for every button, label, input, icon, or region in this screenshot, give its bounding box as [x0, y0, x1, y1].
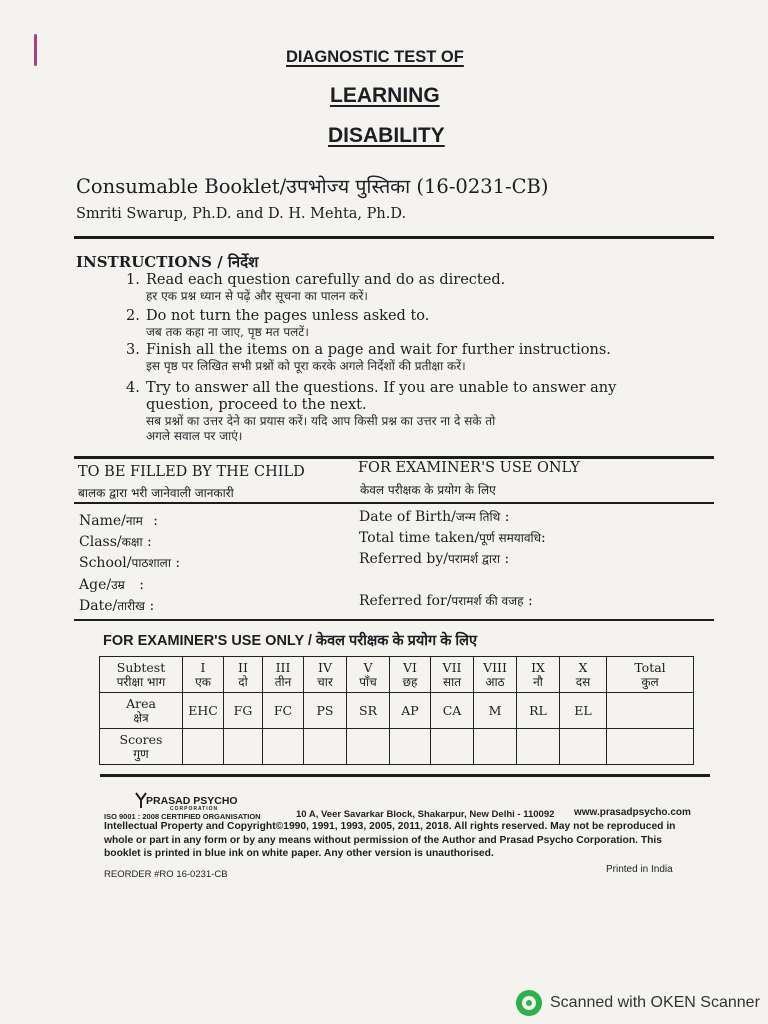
field-label-hindi: पाठशाला — [131, 556, 171, 570]
instruction-item-4 — [126, 380, 616, 444]
instruction-text: Do not turn the pages unless asked to. — [146, 308, 430, 324]
score-cell[interactable] — [304, 729, 347, 765]
col-roman: III — [275, 659, 291, 675]
table-row-subtest — [100, 657, 694, 693]
instruction-item-3 — [126, 342, 611, 374]
scores-heading: FOR EXAMINER'S USE ONLY / केवल परीक्षक के प्रयोग के लिए — [103, 633, 478, 649]
field-separator: : — [541, 530, 546, 546]
field-label: Age — [79, 577, 107, 593]
instruction-hindi: हर एक प्रश्न ध्यान से पढ़ें और सूचना का पालन करें। — [146, 289, 368, 303]
dob-field[interactable]: Date of Birth/जन्म तिथि : — [359, 509, 510, 525]
instruction-hindi: इस पृष्ठ पर लिखित सभी प्रश्नों को पूरा करके अगले निर्देशों की प्रतीक्षा करें। — [146, 359, 466, 373]
field-label-hindi: तारीख — [117, 599, 145, 613]
address-text: 10 A, Veer Savarkar Block, Shakarpur, New Delhi - 110092 — [296, 809, 555, 820]
col-roman: II — [238, 659, 248, 675]
score-cell-total[interactable] — [607, 729, 694, 765]
total-time-field[interactable]: Total time taken/पूर्ण समयावधि: — [359, 530, 546, 546]
class-field[interactable]: Class/कक्षा : — [79, 534, 152, 550]
instruction-num: 3. — [126, 342, 140, 358]
col-total-en: Total — [634, 659, 666, 675]
field-label: Referred for — [359, 593, 447, 609]
field-label-hindi: जन्म तिथि — [455, 510, 501, 524]
iso-text: ISO 9001 : 2008 CERTIFIED ORGANISATION — [104, 812, 261, 821]
col-hindi: नौ — [533, 674, 543, 689]
field-label: School — [79, 555, 127, 571]
col-header-ii — [224, 657, 263, 693]
examiner-heading-hindi: केवल परीक्षक के प्रयोग के लिए — [360, 483, 496, 497]
table-row-area — [100, 693, 694, 729]
row-label-subtest — [100, 657, 183, 693]
field-label: Total time taken — [359, 530, 475, 546]
instruction-text: Finish all the items on a page and wait for further instructions. — [146, 342, 611, 358]
instruction-hindi: जब तक कहा ना जाए, पृष्ठ मत पलटें। — [146, 325, 309, 339]
col-roman: IX — [531, 659, 545, 675]
instructions-heading: INSTRUCTIONS / निर्देश — [76, 253, 259, 271]
col-hindi: एक — [195, 674, 211, 689]
field-label: Name — [79, 513, 122, 529]
col-header-iv — [304, 657, 347, 693]
area-cell: CA — [431, 693, 474, 729]
referred-for-field[interactable]: Referred for/परामर्श की वजह : — [359, 593, 533, 609]
area-cell: M — [474, 693, 517, 729]
score-cell[interactable] — [263, 729, 304, 765]
area-cell: PS — [304, 693, 347, 729]
field-separator: : — [504, 509, 510, 525]
age-field[interactable]: Age/उम्र : — [79, 577, 145, 593]
score-cell[interactable] — [517, 729, 560, 765]
col-hindi: पाँच — [359, 674, 377, 689]
field-label-hindi: कक्षा — [121, 535, 143, 549]
referred-by-field[interactable]: Referred by/परामर्श द्वारा : — [359, 551, 510, 567]
field-label-hindi: उम्र — [111, 578, 125, 592]
col-header-vii — [431, 657, 474, 693]
col-roman: V — [363, 659, 373, 675]
col-header-ix — [517, 657, 560, 693]
area-cell: EL — [560, 693, 607, 729]
row-label-en: Area — [126, 695, 156, 711]
score-cell[interactable] — [431, 729, 474, 765]
logo-text: PRASAD PSYCHO — [146, 795, 238, 807]
field-separator: : — [504, 551, 510, 567]
col-header-v — [347, 657, 390, 693]
row-label-area — [100, 693, 183, 729]
area-cell: RL — [517, 693, 560, 729]
field-separator: : — [149, 598, 155, 614]
field-label-hindi: पूर्ण समयावधि — [479, 531, 541, 545]
field-label: Referred by — [359, 551, 444, 567]
col-hindi: आठ — [485, 674, 505, 689]
website-link[interactable]: www.prasadpsycho.com — [574, 807, 691, 818]
oken-logo-icon — [516, 990, 542, 1016]
col-hindi: सात — [442, 674, 462, 689]
examiner-heading: FOR EXAMINER'S USE ONLY — [358, 460, 580, 476]
area-cell-total — [607, 693, 694, 729]
col-hindi: छह — [402, 674, 418, 689]
name-field[interactable]: Name/नाम : — [79, 513, 159, 529]
score-cell[interactable] — [560, 729, 607, 765]
col-roman: X — [578, 659, 588, 675]
printed-text: Printed in India — [606, 864, 673, 875]
col-header-x — [560, 657, 607, 693]
school-field[interactable]: School/पाठशाला : — [79, 555, 181, 571]
row-label-hi: क्षेत्र — [133, 710, 149, 725]
title-line-1: DIAGNOSTIC TEST OF — [286, 48, 464, 66]
col-header-viii — [474, 657, 517, 693]
col-hindi: दस — [575, 674, 591, 689]
area-cell: SR — [347, 693, 390, 729]
score-cell[interactable] — [390, 729, 431, 765]
row-label-en: Scores — [119, 731, 163, 747]
booklet-title: Consumable Booklet/उपभोज्य पुस्तिका (16-0231-CB) — [76, 175, 549, 198]
area-cell: EHC — [183, 693, 224, 729]
field-separator: : — [527, 593, 533, 609]
col-roman: I — [200, 659, 206, 675]
score-cell[interactable] — [347, 729, 390, 765]
col-header-total — [607, 657, 694, 693]
col-roman: VII — [442, 659, 462, 675]
child-heading: TO BE FILLED BY THE CHILD — [78, 464, 305, 480]
col-header-i — [183, 657, 224, 693]
copyright-text: Intellectual Property and Copyright©1990, 1991, 1993, 2005, 2011, 2018. All rights reserved. May not be reproduced in whole or part in any form or by any means without permission of the Author and Prasad Psycho Corporation. This booklet is printed in blue ink on white paper. Any other version is unauthorised. — [104, 821, 676, 859]
col-hindi: तीन — [274, 674, 292, 689]
instruction-text: Try to answer all the questions. If you are unable to answer any — [146, 380, 617, 396]
divider-top — [74, 236, 714, 239]
logo-subtext: CORPORATION — [170, 806, 219, 812]
row-label-hi: परीक्षा भाग — [116, 674, 166, 689]
divider-mid — [74, 456, 714, 459]
scanner-watermark — [516, 990, 760, 1016]
col-hindi: दो — [238, 674, 248, 689]
col-roman: VIII — [483, 659, 507, 675]
area-cell: AP — [390, 693, 431, 729]
margin-mark — [34, 34, 37, 66]
scanner-label: Scanned with OKEN Scanner — [550, 994, 760, 1011]
title-line-2: LEARNING — [330, 84, 440, 107]
instruction-text-cont: question, proceed to the next. — [146, 397, 367, 413]
field-label-hindi: परामर्श की वजह — [451, 594, 524, 608]
divider-table-top — [74, 619, 714, 621]
row-label-en: Subtest — [116, 659, 166, 675]
col-header-vi — [390, 657, 431, 693]
title-line-3: DISABILITY — [328, 124, 445, 147]
col-total-hi: कुल — [641, 674, 659, 689]
divider-footer — [100, 774, 710, 777]
field-separator: : — [147, 534, 152, 550]
child-heading-hindi: बालक द्वारा भरी जानेवाली जानकारी — [78, 486, 234, 500]
row-label-hi: गुण — [133, 746, 149, 761]
table-row-scores — [100, 729, 694, 765]
field-separator: : — [139, 577, 145, 593]
area-cell: FC — [263, 693, 304, 729]
score-cell[interactable] — [224, 729, 263, 765]
field-label: Date of Birth — [359, 509, 452, 525]
divider-fields — [74, 502, 714, 504]
col-roman: VI — [403, 659, 417, 675]
col-header-iii — [263, 657, 304, 693]
reorder-text: REORDER #RO 16-0231-CB — [104, 869, 228, 880]
field-label-hindi: परामर्श द्वारा — [447, 552, 500, 566]
score-cell[interactable] — [183, 729, 224, 765]
field-label: Date — [79, 598, 113, 614]
instruction-num: 2. — [126, 308, 140, 324]
field-label: Class — [79, 534, 117, 550]
field-separator: : — [175, 555, 181, 571]
col-hindi: चार — [317, 674, 333, 689]
field-separator: : — [153, 513, 159, 529]
instruction-item-1 — [126, 272, 505, 304]
instruction-hindi-cont: अगले सवाल पर जाएं। — [146, 429, 243, 443]
field-label-hindi: नाम — [125, 514, 143, 528]
score-cell[interactable] — [474, 729, 517, 765]
scores-table — [99, 656, 694, 765]
authors: Smriti Swarup, Ph.D. and D. H. Mehta, Ph.D. — [76, 206, 407, 222]
date-field[interactable]: Date/तारीख : — [79, 598, 155, 614]
instruction-item-2 — [126, 308, 429, 340]
area-cell: FG — [224, 693, 263, 729]
row-label-scores — [100, 729, 183, 765]
instruction-num: 1. — [126, 272, 140, 288]
instruction-text: Read each question carefully and do as directed. — [146, 272, 506, 288]
instruction-num: 4. — [126, 380, 140, 396]
col-roman: IV — [318, 659, 332, 675]
instruction-hindi: सब प्रश्नों का उत्तर देने का प्रयास करें। यदि आप किसी प्रश्न का उत्तर ना दे सके तो — [146, 414, 496, 428]
